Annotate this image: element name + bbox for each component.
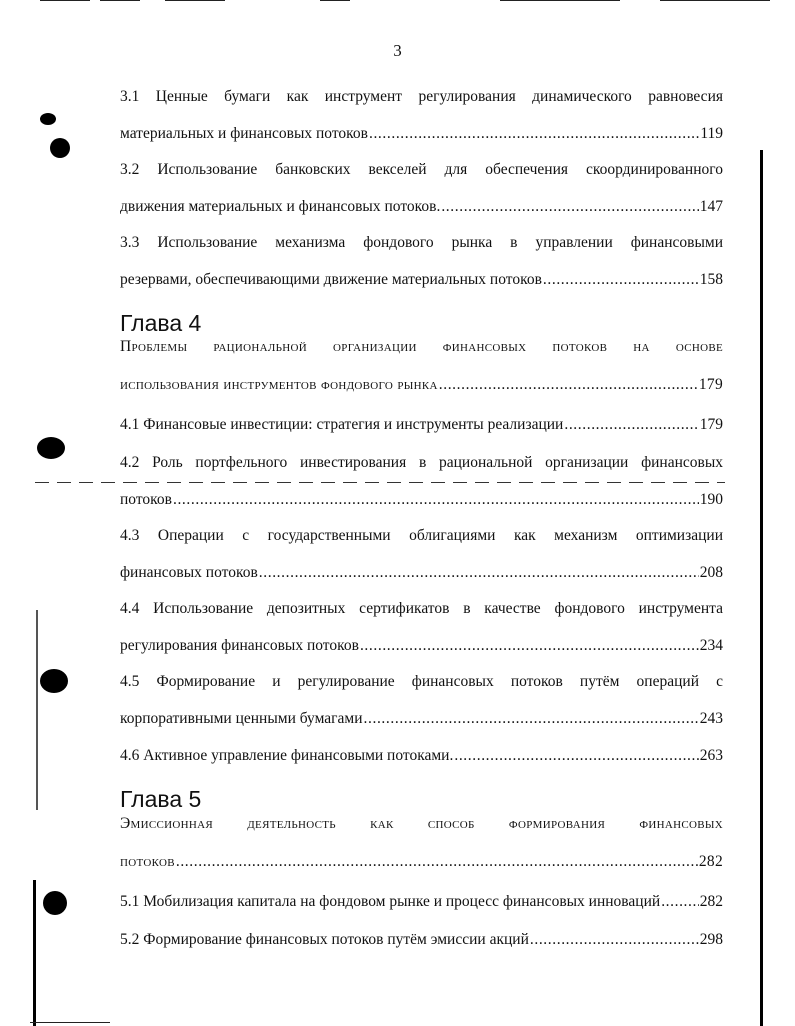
page-ref: 190 [699, 491, 723, 508]
left-edge-line [33, 880, 36, 1026]
right-edge-line [760, 150, 763, 1026]
page-ref: 282 [698, 853, 723, 870]
top-edge-line [165, 0, 225, 1]
toc-entry-4-3: 4.3 Операции с государственными облигациями как механизм оптимизации финансовых потоков ..... 208 [120, 526, 723, 583]
page-ref: 234 [699, 637, 723, 654]
top-edge-line [320, 0, 350, 1]
punch-hole-mark [50, 138, 70, 158]
left-edge-line [36, 610, 38, 810]
toc-entry-4-5: 4.5 Формирование и регулирование финансовых потоков путём операций с корпоративными ценными бумагами ..... 243 [120, 672, 723, 729]
page-ref: 179 [698, 376, 723, 393]
page-ref: 208 [699, 564, 723, 581]
toc-entry-4-4: 4.4 Использование депозитных сертификатов в качестве фондового инструмента регулирования финансовых потоков ..... 234 [120, 599, 723, 656]
page-ref: 282 [699, 893, 723, 910]
page-ref: 147 [699, 198, 723, 215]
toc-entry-3-1: 3.1 Ценные бумаги как инструмент регулирования динамического равновесия материальных и финансовых потоков ..... 119 [120, 87, 723, 144]
toc-entry-4-2: 4.2 Роль портфельного инвестирования в рациональной организации финансовых потоков ..... 190 [120, 453, 723, 510]
page-ref: 158 [699, 271, 723, 288]
page-ref: 298 [699, 931, 723, 948]
toc-entry-3-2: 3.2 Использование банковских векселей для обеспечения скоординированного движения материальных и финансовых потоков. ..... 147 [120, 160, 723, 217]
top-edge-line [500, 0, 620, 1]
chapter-5-title: Эмиссионная деятельность как способ формирования финансовых потоков ..... 282 [120, 814, 723, 872]
top-edge-line [660, 0, 770, 1]
punch-hole-mark [37, 437, 65, 459]
toc-entry-3-3: 3.3 Использование механизма фондового рынка в управлении финансовыми резервами, обеспечивающими движение материальных потоков ..... 158 [120, 233, 723, 290]
page-ref: 179 [699, 416, 723, 433]
punch-hole-mark [40, 669, 68, 693]
toc-entry-5-2: 5.2 Формирование финансовых потоков путём эмиссии акций ..... 298 [120, 930, 723, 950]
chapter-4-title: Проблемы рациональной организации финансовых потоков на основе использования инструментов фондового рынка ..... 179 [120, 337, 723, 395]
top-edge-line [40, 0, 90, 1]
chapter-4-heading: Глава 4 [120, 310, 202, 336]
bottom-edge-line [30, 1022, 110, 1023]
toc-entry-4-1: 4.1 Финансовые инвестиции: стратегия и инструменты реализации ..... 179 [120, 415, 723, 435]
toc-entry-4-6: 4.6 Активное управление финансовыми потоками. ..... 263 [120, 746, 723, 766]
top-edge-line [100, 0, 140, 1]
punch-hole-mark [43, 891, 67, 915]
page-ref: 119 [700, 125, 723, 142]
punch-hole-mark [40, 113, 56, 125]
page-ref: 243 [699, 710, 723, 727]
page-ref: 263 [699, 747, 723, 764]
page-number: 3 [393, 41, 402, 60]
chapter-5-heading: Глава 5 [120, 786, 202, 812]
toc-entry-5-1: 5.1 Мобилизация капитала на фондовом рынке и процесс финансовых инноваций ..... 282 [120, 892, 723, 912]
